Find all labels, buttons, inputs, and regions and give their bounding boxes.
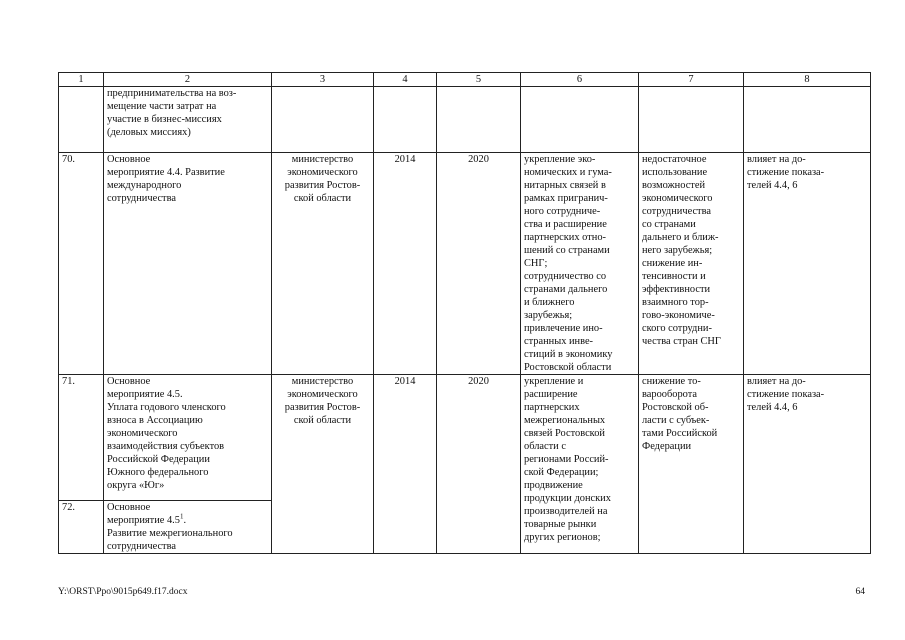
header-cell: 5 — [437, 73, 521, 87]
cell-name: Основное мероприятие 4.4. Развитие международного сотрудничества — [104, 153, 272, 375]
header-cell: 3 — [272, 73, 374, 87]
footnote-marker: 1 — [179, 512, 184, 521]
cell-result — [521, 87, 639, 153]
header-cell: 7 — [639, 73, 744, 87]
cell-name-part: . Развитие межрегионального сотрудничества — [107, 515, 233, 552]
cell-risk: недостаточное использование возможностей экономического сотрудничества со странами дальнего и ближ- него зарубежья; снижение ин- тенсивности и эффективности взаимного тор- гово-экономиче- ского сотрудни- чества стран СНГ — [639, 153, 744, 375]
footer-page-number: 64 — [855, 587, 865, 597]
cell-end: 2020 — [437, 375, 521, 554]
cell-result: укрепление и расширение партнерских межрегиональных связей Ростовской области с регионами Россий- ской Федерации; продвижение продукции донских производителей на товарные рынки других регионов; — [521, 375, 639, 554]
cell-name-part: Основное мероприятие 4.5 — [107, 502, 180, 526]
header-cell: 4 — [374, 73, 437, 87]
footer-file-path: Y:\ORST\Ppo\9015p649.f17.docx — [58, 587, 188, 597]
header-cell: 8 — [744, 73, 871, 87]
cell-risk: снижение то- варооборота Ростовской об- ласти с субъек- тами Российской Федерации — [639, 375, 744, 554]
cell-name: Основное мероприятие 4.5. Уплата годового членского взноса в Ассоциацию экономического взаимодействия субъектов Российской Федерации Южного федерального округа «Юг» — [104, 375, 272, 501]
cell-link: влияет на до- стижение показа- телей 4.4, 6 — [744, 375, 871, 554]
cell-end: 2020 — [437, 153, 521, 375]
cell-link: влияет на до- стижение показа- телей 4.4, 6 — [744, 153, 871, 375]
table-row-71 — [59, 375, 871, 501]
cell-executor — [272, 87, 374, 153]
cell-end — [437, 87, 521, 153]
program-table — [58, 72, 871, 554]
cell-number: 70. — [59, 153, 104, 375]
cell-link — [744, 87, 871, 153]
cell-executor: министерство экономического развития Ростов- ской области — [272, 375, 374, 554]
cell-number: 72. — [59, 501, 104, 554]
cell-number — [59, 87, 104, 153]
header-cell: 1 — [59, 73, 104, 87]
cell-risk — [639, 87, 744, 153]
cell-name — [104, 501, 272, 554]
cell-start: 2014 — [374, 153, 437, 375]
table-row-continued — [59, 87, 871, 153]
table-row-70 — [59, 153, 871, 375]
header-row — [59, 73, 871, 87]
cell-result: укрепление эко- номических и гума- нитарных связей в рамках пригранич- ного сотрудниче- ства и расширение партнерских отно- шений со странами СНГ; сотрудничество со странами дальнего и ближнего зарубежья; привлечение ино- странных инве- стиций в экономику Ростовской области — [521, 153, 639, 375]
cell-start: 2014 — [374, 375, 437, 554]
cell-name: предпринимательства на воз- мещение части затрат на участие в бизнес-миссиях (деловых миссиях) — [104, 87, 272, 153]
header-cell: 2 — [104, 73, 272, 87]
header-cell: 6 — [521, 73, 639, 87]
cell-number: 71. — [59, 375, 104, 501]
cell-executor: министерство экономического развития Ростов- ской области — [272, 153, 374, 375]
cell-start — [374, 87, 437, 153]
